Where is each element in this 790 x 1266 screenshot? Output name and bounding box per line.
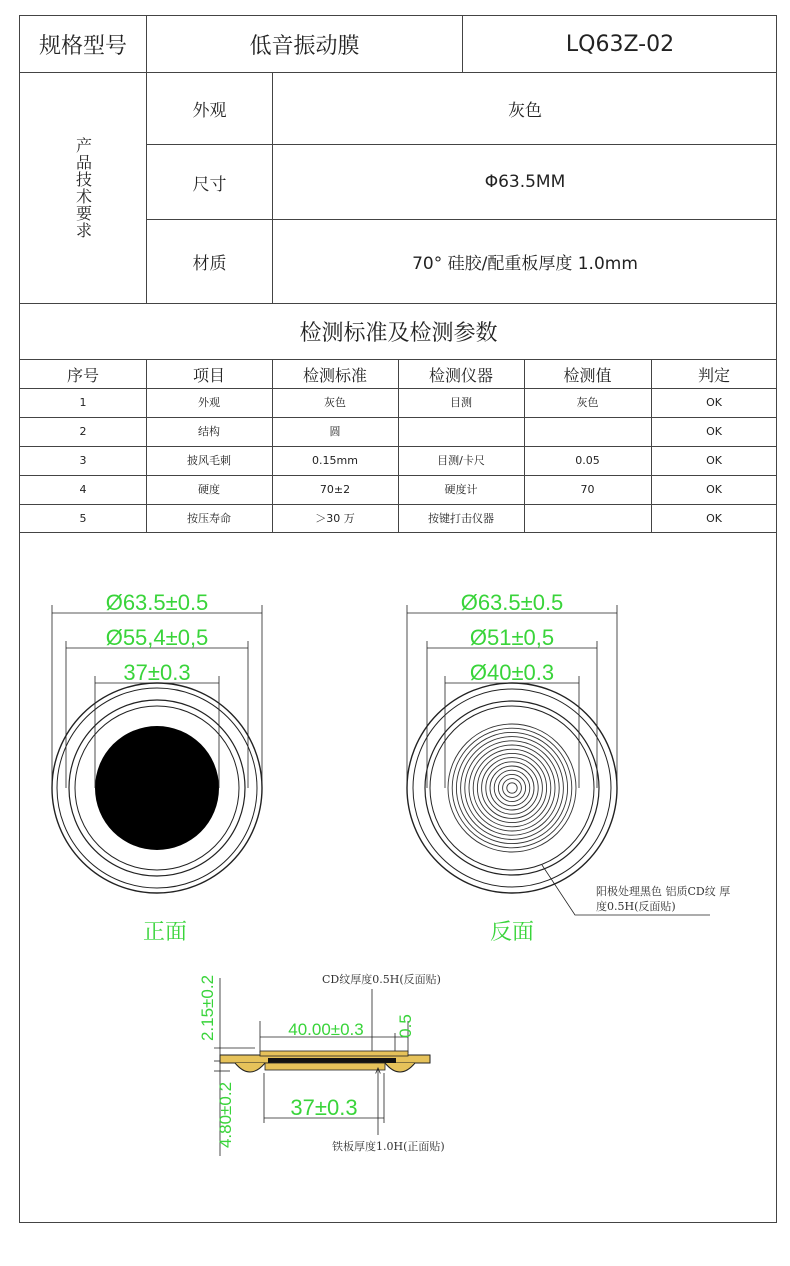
table-cell: 1 <box>79 395 87 409</box>
back-label: 反面 <box>489 920 535 945</box>
tech-label-appearance: 外观 <box>192 101 227 121</box>
table-cell: 硬度 <box>198 483 220 496</box>
back-note-line2: 度0.5H(反面贴) <box>596 900 676 913</box>
back-dim-outer: Ø63.5±0.5 <box>460 590 564 615</box>
tech-label-size: 尺寸 <box>192 174 227 195</box>
side-dim-inner: 40.00±0.3 <box>288 1020 364 1039</box>
table-cell: 结构 <box>198 425 220 438</box>
table-cell: 圆 <box>329 425 341 438</box>
back-note-line1: 阳极处理黑色 铝质CD纹 厚 <box>596 885 731 898</box>
table-cell: OK <box>706 482 722 496</box>
side-top-note: CD纹厚度0.5H(反面贴) <box>322 973 441 986</box>
model-label: 规格型号 <box>38 33 127 59</box>
table-cell: 按键打击仪器 <box>428 512 494 525</box>
front-dim-inner: 37±0.3 <box>123 660 191 685</box>
table-cell: 0.05 <box>575 453 600 467</box>
table-cell: ＞30 万 <box>315 512 355 525</box>
table-cell: 2 <box>79 424 87 438</box>
table-cell: 3 <box>79 453 87 467</box>
inspection-title: 检测标准及检测参数 <box>299 321 498 346</box>
back-dim-middle: Ø51±0,5 <box>469 625 555 650</box>
table-cell: OK <box>706 395 722 409</box>
table-cell: 70 <box>580 482 595 496</box>
back-dim-inner: Ø40±0.3 <box>469 660 555 685</box>
side-dim-thick: 0.5 <box>396 1014 415 1038</box>
column-header: 检测标准 <box>302 365 367 385</box>
table-cell: 目测/卡尺 <box>437 454 485 467</box>
side-dim-height-total: 4.80±0.2 <box>216 1081 235 1149</box>
side-dim-bottom: 37±0.3 <box>290 1095 358 1120</box>
table-cell: 外观 <box>198 396 220 409</box>
table-cell: 目测 <box>450 396 472 409</box>
tech-value-appearance: 灰色 <box>508 101 542 121</box>
front-label: 正面 <box>142 920 188 945</box>
column-header: 序号 <box>66 365 99 385</box>
column-header: 项目 <box>192 365 225 385</box>
back-view <box>407 590 730 945</box>
cd-texture <box>448 724 576 852</box>
table-cell: 70±2 <box>319 482 351 496</box>
product-name: 低音振动膜 <box>249 33 360 59</box>
tech-value-size: Φ63.5MM <box>484 172 566 192</box>
column-header: 检测值 <box>563 365 612 385</box>
model-value: LQ63Z-02 <box>565 31 675 57</box>
side-dim-height-top: 2.15±0.2 <box>198 974 217 1042</box>
table-cell: 灰色 <box>576 396 599 409</box>
table-cell: OK <box>706 424 722 438</box>
table-cell: OK <box>706 511 722 525</box>
table-cell <box>524 504 651 532</box>
table-cell: 0.15mm <box>312 453 358 467</box>
table-cell: 硬度计 <box>444 483 478 496</box>
side-bottom-note: 铁板厚度1.0H(正面贴) <box>332 1140 445 1153</box>
side-view <box>198 972 445 1156</box>
table-cell <box>398 417 524 445</box>
table-cell: 灰色 <box>324 396 346 409</box>
technical-drawing <box>20 533 777 1223</box>
table-cell: 按压寿命 <box>187 512 231 525</box>
front-dim-middle: Ø55,4±0,5 <box>105 625 209 650</box>
tech-value-material: 70° 硅胶/配重板厚度 1.0mm <box>412 254 638 274</box>
column-header: 检测仪器 <box>428 365 493 385</box>
table-cell <box>524 417 651 445</box>
column-header: 判定 <box>697 365 730 385</box>
spec-sheet <box>19 15 777 1223</box>
front-view <box>52 590 262 945</box>
inspection-table <box>20 360 777 532</box>
tech-section-label: 产品技术要求 <box>73 137 93 239</box>
tech-label-material: 材质 <box>192 254 227 274</box>
front-dim-outer: Ø63.5±0.5 <box>105 590 209 615</box>
table-cell: 4 <box>79 482 87 496</box>
table-cell: 5 <box>79 511 87 525</box>
table-cell: 披风毛刺 <box>187 454 231 467</box>
table-cell: OK <box>706 453 722 467</box>
